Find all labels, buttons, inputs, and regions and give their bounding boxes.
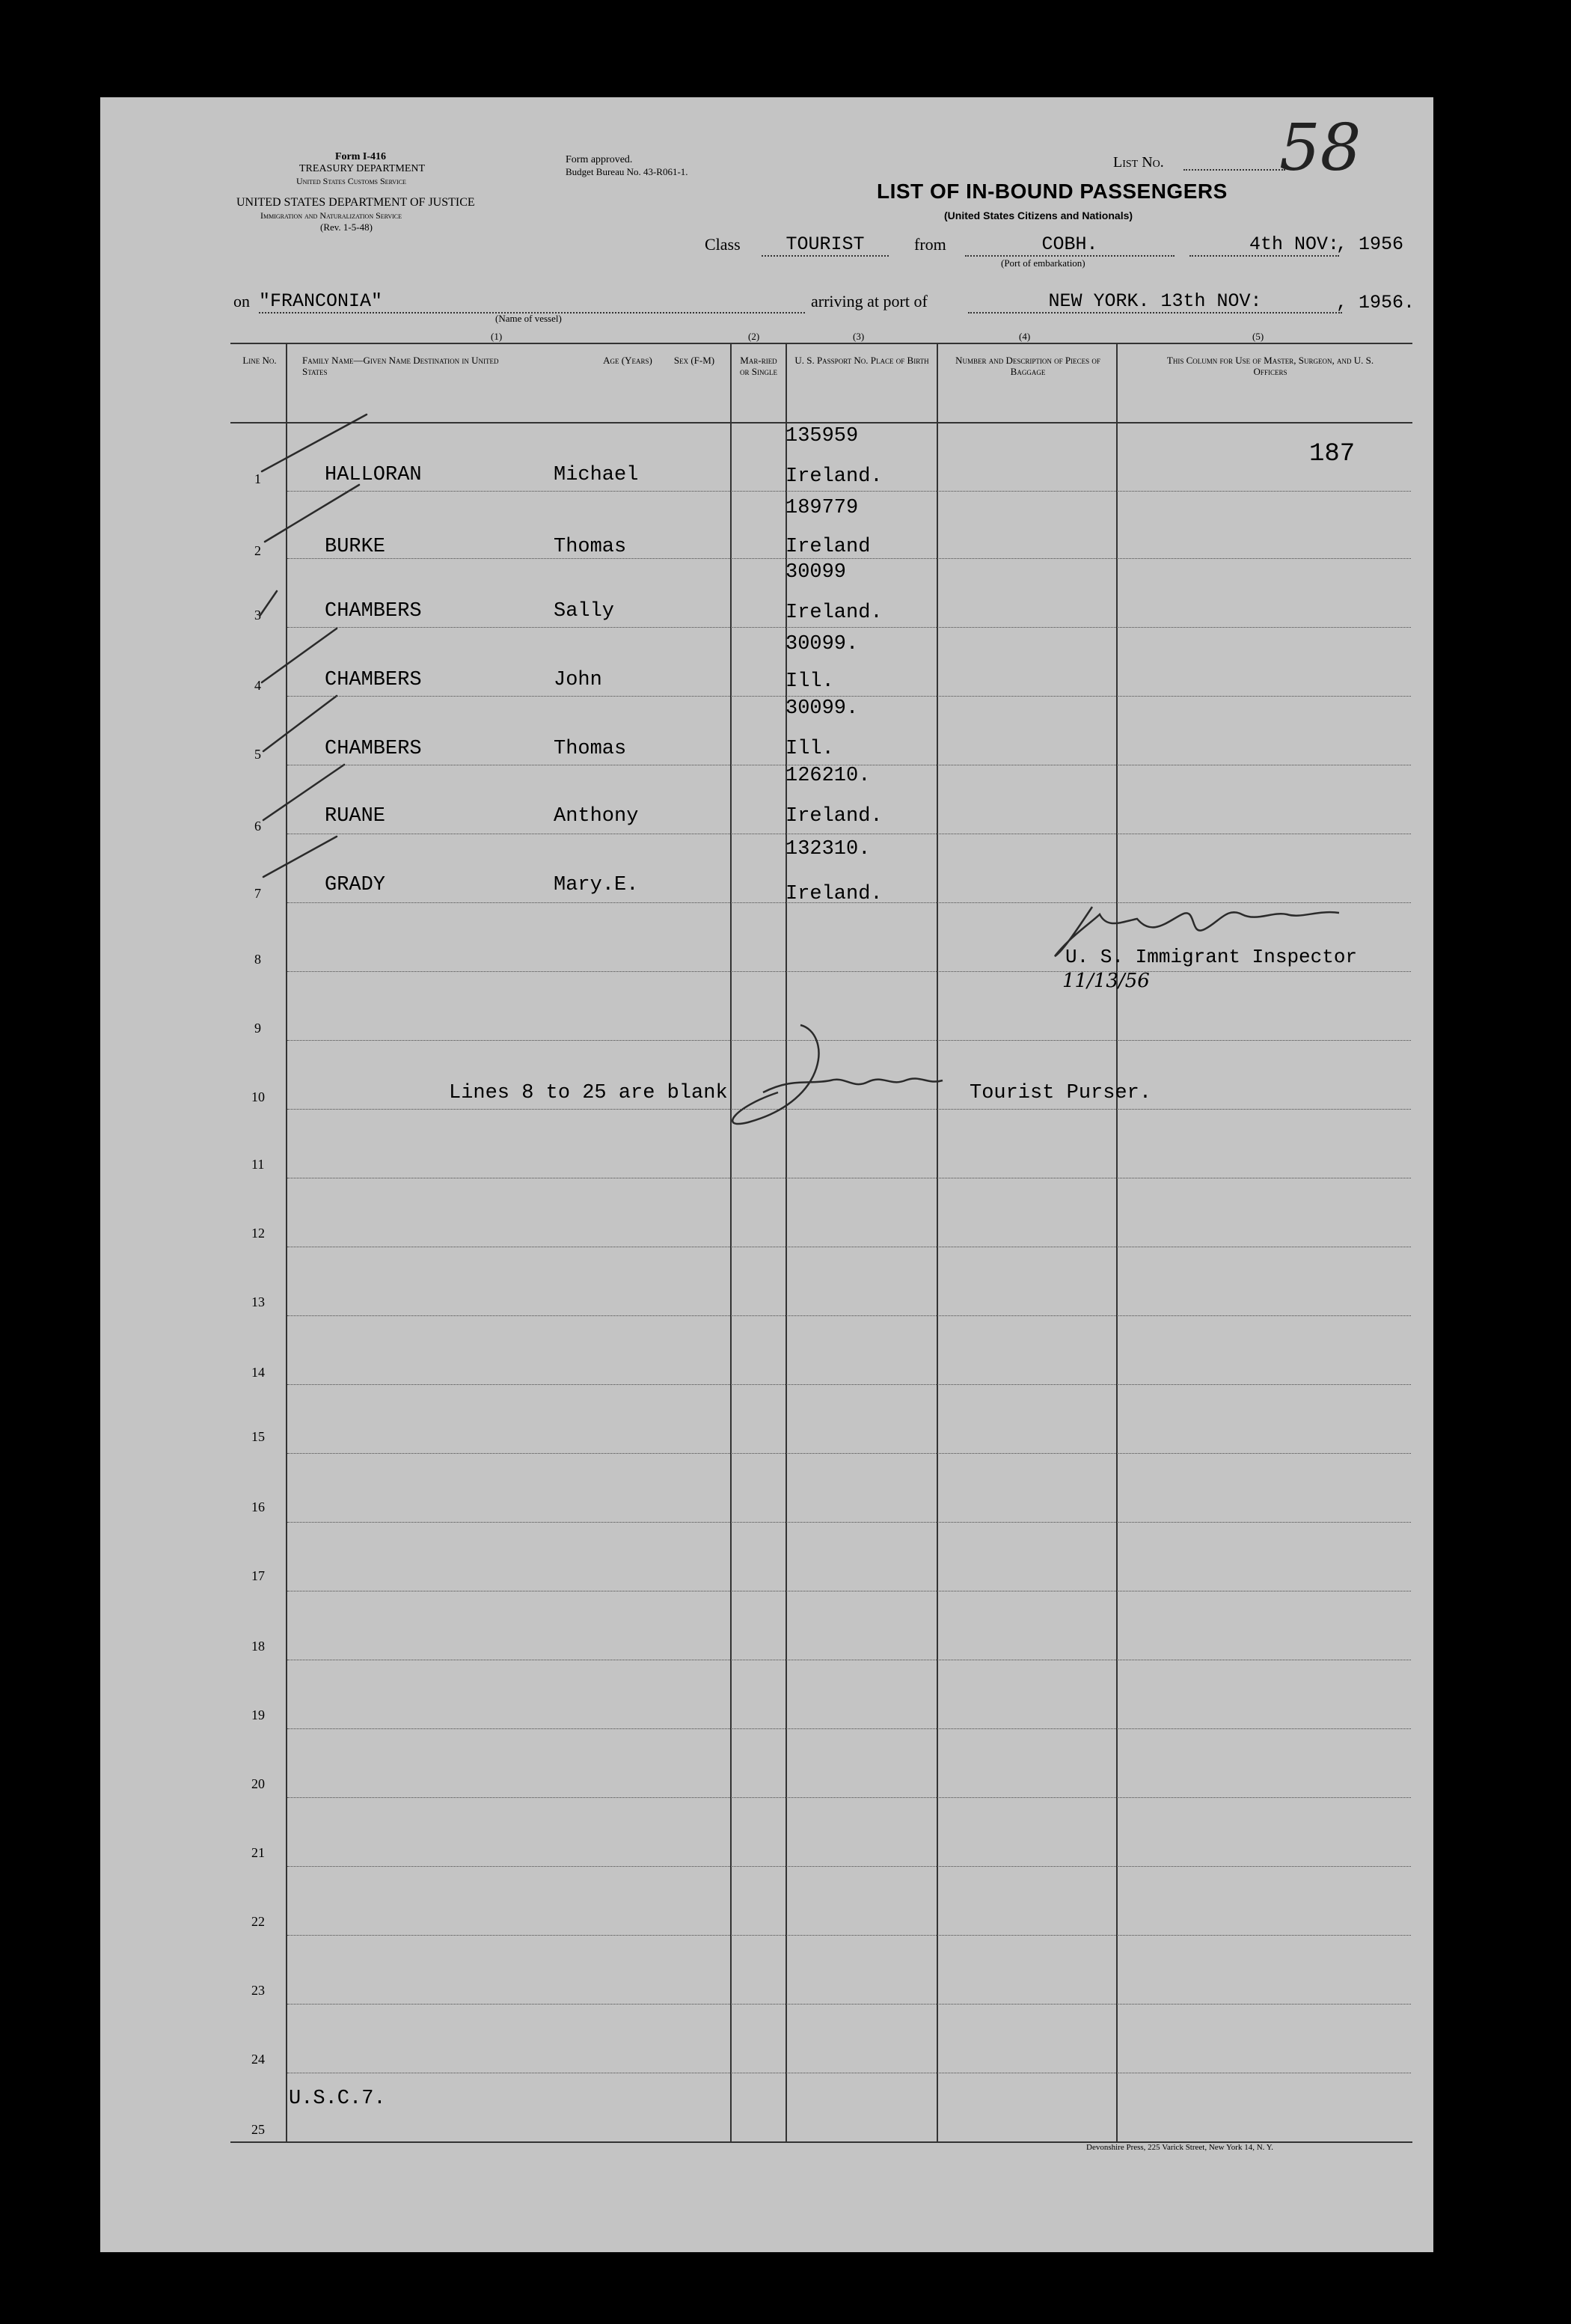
- passport-number: 135959: [786, 425, 859, 447]
- line-number: 17: [251, 1568, 265, 1583]
- line-number: 18: [251, 1639, 265, 1654]
- line-number: 13: [251, 1294, 265, 1309]
- check-marks: [247, 404, 396, 928]
- header-married: Mar-ried or Single: [740, 355, 777, 377]
- given-name: Sally: [554, 600, 615, 623]
- passport-number: 30099.: [786, 697, 859, 720]
- customs-label: United States Customs Service: [296, 176, 406, 186]
- passport-number: 126210.: [786, 765, 871, 787]
- list-no-label: List No.: [1113, 154, 1164, 171]
- page-subtitle: (United States Citizens and Nationals): [944, 210, 1133, 221]
- header-line-no: Line No.: [242, 355, 277, 366]
- place-of-birth: Ireland: [786, 536, 871, 558]
- given-name: John: [554, 669, 602, 691]
- list-number: 58: [1279, 111, 1362, 186]
- family-name: RUANE: [325, 805, 386, 828]
- line-number: 7: [254, 886, 261, 901]
- passport-number: 132310.: [786, 838, 871, 860]
- form-number: Form I-416: [335, 151, 387, 162]
- passport-number: 30099: [786, 561, 847, 584]
- line-number: 21: [251, 1845, 265, 1860]
- place-of-birth: Ireland.: [786, 465, 883, 488]
- class-value: TOURIST: [762, 233, 889, 257]
- arriving-label: arriving at port of: [811, 292, 928, 311]
- uscg-mark: U.S.C.7.: [289, 2088, 386, 2110]
- arrival-year: , 1956.: [1336, 292, 1415, 314]
- vessel-name: "FRANCONIA": [259, 290, 805, 314]
- passport-number: 30099.: [786, 633, 859, 655]
- passenger-count: 187: [1309, 440, 1356, 468]
- passport-number: 189779: [786, 497, 859, 519]
- form-approved: Form approved.: [566, 154, 633, 165]
- line-number: 12: [251, 1226, 265, 1241]
- list-no-line: [1183, 169, 1285, 171]
- from-label: from: [914, 235, 946, 254]
- line-number: 11: [251, 1157, 265, 1172]
- line-number: 1: [254, 471, 261, 486]
- justice-label: UNITED STATES DEPARTMENT OF JUSTICE: [236, 196, 475, 209]
- purser-signature: [718, 1018, 958, 1137]
- col-num-1: (1): [491, 331, 503, 342]
- arrival-port: NEW YORK. 13th NOV:: [968, 290, 1342, 314]
- line-number: 20: [251, 1776, 265, 1791]
- given-name: Thomas: [554, 738, 627, 760]
- port-of-embarkation: COBH.: [965, 233, 1175, 257]
- on-label: on: [233, 292, 250, 311]
- class-label: Class: [705, 235, 741, 254]
- family-name: CHAMBERS: [325, 600, 422, 623]
- purser-title: Tourist Purser.: [970, 1082, 1152, 1104]
- line-number: 10: [251, 1089, 265, 1104]
- place-of-birth: Ill.: [786, 738, 834, 760]
- header-passport: U. S. Passport No. Place of Birth: [794, 355, 929, 366]
- page-title: LIST OF IN-BOUND PASSENGERS: [877, 180, 1228, 203]
- departure-year: , 1956: [1336, 233, 1404, 255]
- line-number: 24: [251, 2052, 265, 2067]
- given-name: Thomas: [554, 536, 627, 558]
- header-name: Family Name—Given Name Destination in United States: [302, 355, 499, 377]
- treasury-label: TREASURY DEPARTMENT: [299, 163, 426, 174]
- line-number: 9: [254, 1021, 261, 1036]
- ins-label: Immigration and Naturalization Service: [260, 210, 402, 221]
- line-number: 22: [251, 1914, 265, 1929]
- place-of-birth: Ireland.: [786, 602, 883, 624]
- family-name: BURKE: [325, 536, 386, 558]
- departure-date: 4th NOV:: [1189, 233, 1339, 257]
- line-number: 8: [254, 952, 261, 967]
- inspector-title: U. S. Immigrant Inspector: [1065, 946, 1358, 968]
- blank-lines-note: Lines 8 to 25 are blank: [449, 1082, 728, 1104]
- budget-bureau: Budget Bureau No. 43-R061-1.: [566, 166, 688, 177]
- header-age: Age (Years): [603, 355, 652, 366]
- family-name: CHAMBERS: [325, 738, 422, 760]
- col-num-3: (3): [853, 331, 865, 342]
- header-baggage: Number and Description of Pieces of Baggage: [955, 355, 1100, 377]
- line-number: 25: [251, 2122, 265, 2137]
- family-name: CHAMBERS: [325, 669, 422, 691]
- header-sex: Sex (F-M): [673, 355, 715, 366]
- given-name: Mary.E.: [554, 874, 639, 896]
- line-number: 19: [251, 1707, 265, 1722]
- given-name: Michael: [554, 464, 639, 486]
- given-name: Anthony: [554, 805, 639, 828]
- line-number: 5: [254, 747, 261, 762]
- inspector-date: 11/13/56: [1062, 970, 1150, 992]
- place-of-birth: Ill.: [786, 670, 834, 693]
- line-number: 2: [254, 543, 261, 558]
- port-note: (Port of embarkation): [1001, 257, 1085, 269]
- place-of-birth: Ireland.: [786, 805, 883, 828]
- col-num-2: (2): [748, 331, 760, 342]
- header-officers: This Column for Use of Master, Surgeon, and U. S. Officers: [1166, 355, 1374, 377]
- line-number: 14: [251, 1365, 265, 1380]
- place-of-birth: Ireland.: [786, 883, 883, 905]
- family-name: GRADY: [325, 874, 386, 896]
- printer-credit: Devonshire Press, 225 Varick Street, New York 14, N. Y.: [1086, 2143, 1274, 2152]
- col-num-4: (4): [1019, 331, 1031, 342]
- family-name: HALLORAN: [325, 464, 422, 486]
- rev-label: (Rev. 1-5-48): [320, 221, 373, 233]
- line-number: 15: [251, 1429, 265, 1444]
- line-number: 4: [254, 678, 261, 693]
- line-number: 23: [251, 1983, 265, 1998]
- line-number: 16: [251, 1499, 265, 1514]
- line-number: 3: [254, 608, 261, 623]
- vessel-note: (Name of vessel): [495, 313, 562, 324]
- line-number: 6: [254, 819, 261, 834]
- col-num-5: (5): [1252, 331, 1264, 342]
